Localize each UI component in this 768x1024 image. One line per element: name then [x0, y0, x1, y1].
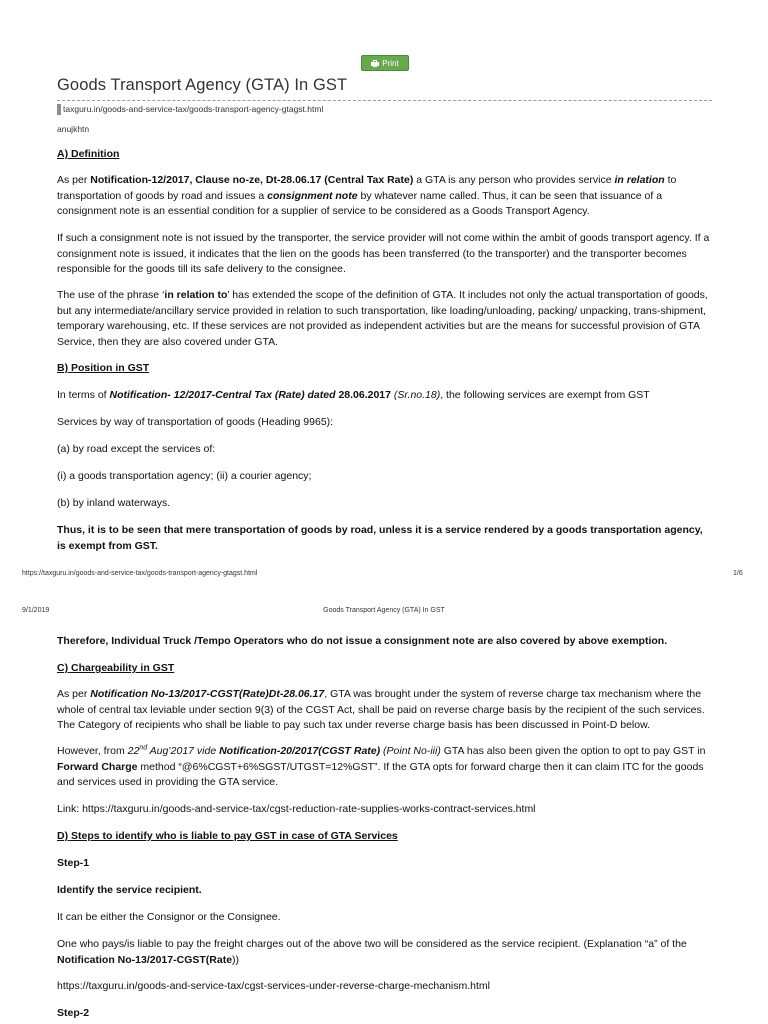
- print-label: Print: [382, 58, 399, 68]
- footer-url[interactable]: https://taxguru.in/goods-and-service-tax/goods-transport-agency-gtagst.html: [22, 570, 258, 577]
- link-reverse-charge-services[interactable]: https://taxguru.in/goods-and-service-tax/cgst-services-under-reverse-charge-mechanism.html: [57, 980, 491, 992]
- print-button[interactable]: [361, 55, 409, 71]
- source-url[interactable]: taxguru.in/goods-and-service-tax/goods-transport-agency-gtagst.html: [63, 104, 324, 114]
- heading-steps: D) Steps to identify who is liable to pay GST in case of GTA Services: [57, 830, 398, 842]
- link-reduction-rate[interactable]: Link: https://taxguru.in/goods-and-service-tax/cgst-reduction-rate-supplies-works-contract-services.html: [57, 803, 536, 815]
- paragraph-in-relation-to: The use of the phrase ‘in relation to’ has extended the scope of the definition of GTA. It includes not only the actual transportation of goods, but any intermediate/ancillary service provided in relation to such transportation, like loading/unloading, packing/ unpacking, trans-shipment, temporary warehousing, etc. If these services are not provided as independent activities but are the means for successful provision of GTA Service, then they are also covered under GTA.: [57, 289, 708, 348]
- paragraph-consignment-note: If such a consignment note is not issued by the transporter, the service provider will not come within the ambit of goods transport agency. If a consignment note is issued, it indicates that the lien on the goods has been transferred (to the transporter) and the transporter becomes responsible for the goods till its safe delivery to the consignee.: [57, 232, 710, 275]
- paragraph-services: Services by way of transportation of goods (Heading 9965):: [57, 416, 334, 428]
- step-1-title: Identify the service recipient.: [57, 884, 202, 896]
- paragraph-truck-operators: Therefore, Individual Truck /Tempo Operators who do not issue a consignment note are also covered by above exemption.: [57, 635, 668, 647]
- paragraph-service-recipient: One who pays/is liable to pay the freight charges out of the above two will be considered as the service recipient. (Explanation “a” of the Notification No-13/2017-CGST(Rate)): [57, 938, 687, 966]
- list-item-inland-waterways: (b) by inland waterways.: [57, 497, 171, 509]
- paragraph-notification: In terms of Notification- 12/2017-Central Tax (Rate) dated 28.06.2017 (Sr.no.18), the following services are exempt from GST: [57, 389, 650, 401]
- page-number: 1/6: [733, 570, 743, 577]
- url-marker: [57, 104, 61, 115]
- step-1-label: Step-1: [57, 857, 90, 869]
- heading-position-in-gst: B) Position in GST: [57, 362, 150, 374]
- paragraph-definition: As per Notification-12/2017, Clause no-ze, Dt-28.06.17 (Central Tax Rate) a GTA is any person who provides service in relation to transportation of goods by road and issues a consignment note by whatever name called. Thus, it can be seen that issuance of a consignment note is an essential condition for a supplier of service to be considered as a Goods Transport Agency.: [57, 174, 677, 217]
- list-item-agencies: (i) a goods transportation agency; (ii) a courier agency;: [57, 470, 312, 482]
- page-title: Goods Transport Agency (GTA) In GST: [57, 76, 348, 94]
- paragraph-conclusion: Thus, it is to be seen that mere transportation of goods by road, unless it is a service rendered by a goods transportation agency, is exempt from GST.: [57, 524, 703, 552]
- paragraph-reverse-charge: As per Notification No-13/2017-CGST(Rate)Dt-28.06.17, GTA was brought under the system of reverse charge tax mechanism where the whole of central tax leviable under section 9(3) of the CGST Act, shall be paid on reverse charge basis by the recipient of the such services. The Category of recipients who shall be liable to pay such tax under reverse charge basis has been discussed in Point-D below.: [57, 688, 705, 731]
- print-date: 9/1/2019: [22, 607, 50, 614]
- author: anujkhtn: [57, 124, 90, 134]
- heading-chargeability: C) Chargeability in GST: [57, 662, 175, 674]
- title-divider: [57, 100, 712, 101]
- step-2-label: Step-2: [57, 1007, 90, 1019]
- running-header-title: Goods Transport Agency (GTA) In GST: [323, 607, 445, 614]
- paragraph-forward-charge: However, from 22nd Aug’2017 vide Notification-20/2017(CGST Rate) (Point No-iii) GTA has also been given the option to opt to pay GST in Forward Charge method “@6%CGST+6%SGST/UTGST=12%GST”. If the GTA opts for forward charge then it can claim ITC for the goods and services used in providing the GTA service.: [57, 744, 706, 788]
- heading-definition: A) Definition: [57, 148, 120, 160]
- list-item-by-road: (a) by road except the services of:: [57, 443, 216, 455]
- paragraph-consignor-consignee: It can be either the Consignor or the Consignee.: [57, 911, 281, 923]
- printer-icon: [371, 60, 379, 67]
